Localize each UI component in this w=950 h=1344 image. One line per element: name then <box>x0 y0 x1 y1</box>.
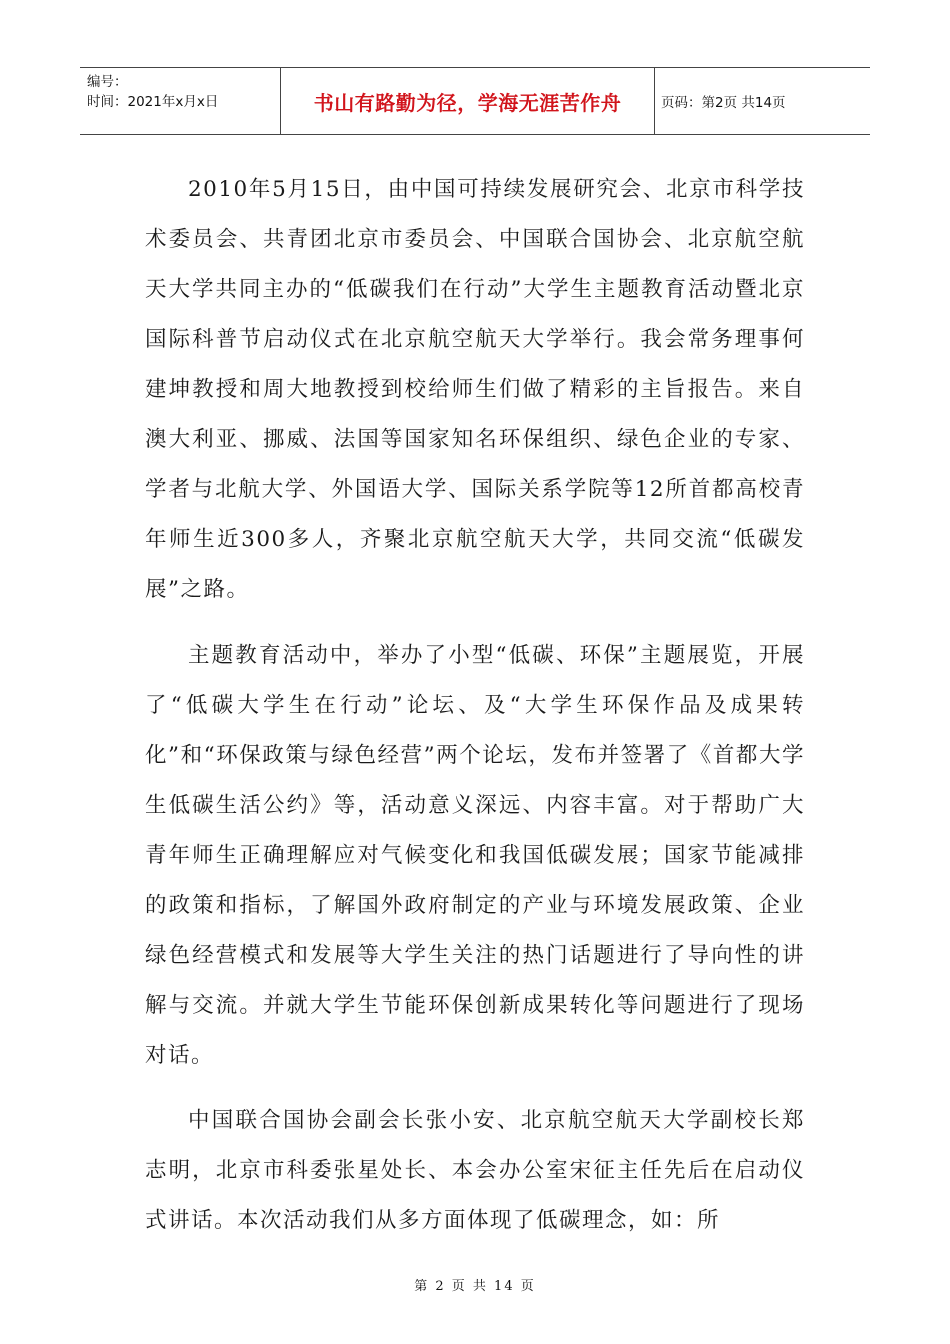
body-paragraph-3: 中国联合国协会副会长张小安、北京航空航天大学副校长郑志明，北京市科委张星处长、本会办公室宋征主任先后在启动仪式讲话。本次活动我们从多方面体现了低碳理念，如：所 <box>145 1108 805 1233</box>
document-header <box>80 67 870 135</box>
body-paragraph-1: 2010年5月15日，由中国可持续发展研究会、北京市科学技术委员会、共青团北京市委员会、中国联合国协会、北京航空航天大学共同主办的“低碳我们在行动”大学生主题教育活动暨北京国际科普节启动仪式在北京航空航天大学举行。我会常务理事何建坤教授和周大地教授到校给师生们做了精彩的主旨报告。来自澳大利亚、挪威、法国等国家知名环保组织、绿色企业的专家、学者与北航大学、外国语大学、国际关系学院等12所首都高校青年师生近300多人，齐聚北京航空航天大学，共同交流“低碳发展”之路。 <box>145 177 805 602</box>
header-page-label: 页码：第2页 共14页 <box>661 95 786 111</box>
document-body <box>145 165 805 1262</box>
body-paragraph-2: 主题教育活动中，举办了小型“低碳、环保”主题展览，开展了“低碳大学生在行动”论坛、及“大学生环保作品及成果转化”和“环保政策与绿色经营”两个论坛，发布并签署了《首都大学生低碳生活公约》等，活动意义深远、内容丰富。对于帮助广大青年师生正确理解应对气候变化和我国低碳发展；国家节能减排的政策和指标，了解国外政府制定的产业与环境发展政策、企业绿色经营模式和发展等大学生关注的热门话题进行了导向性的讲解与交流。并就大学生节能环保创新成果转化等问题进行了现场对话。 <box>145 642 805 1068</box>
header-motto: 书山有路勤为径，学海无涯苦作舟 <box>281 68 655 134</box>
header-time-label: 时间：2021年x月x日 <box>87 94 219 110</box>
header-number-label: 编号： <box>87 74 128 90</box>
header-meta <box>80 68 281 134</box>
page-footer: 第 2 页 共 14 页 <box>414 1279 536 1294</box>
